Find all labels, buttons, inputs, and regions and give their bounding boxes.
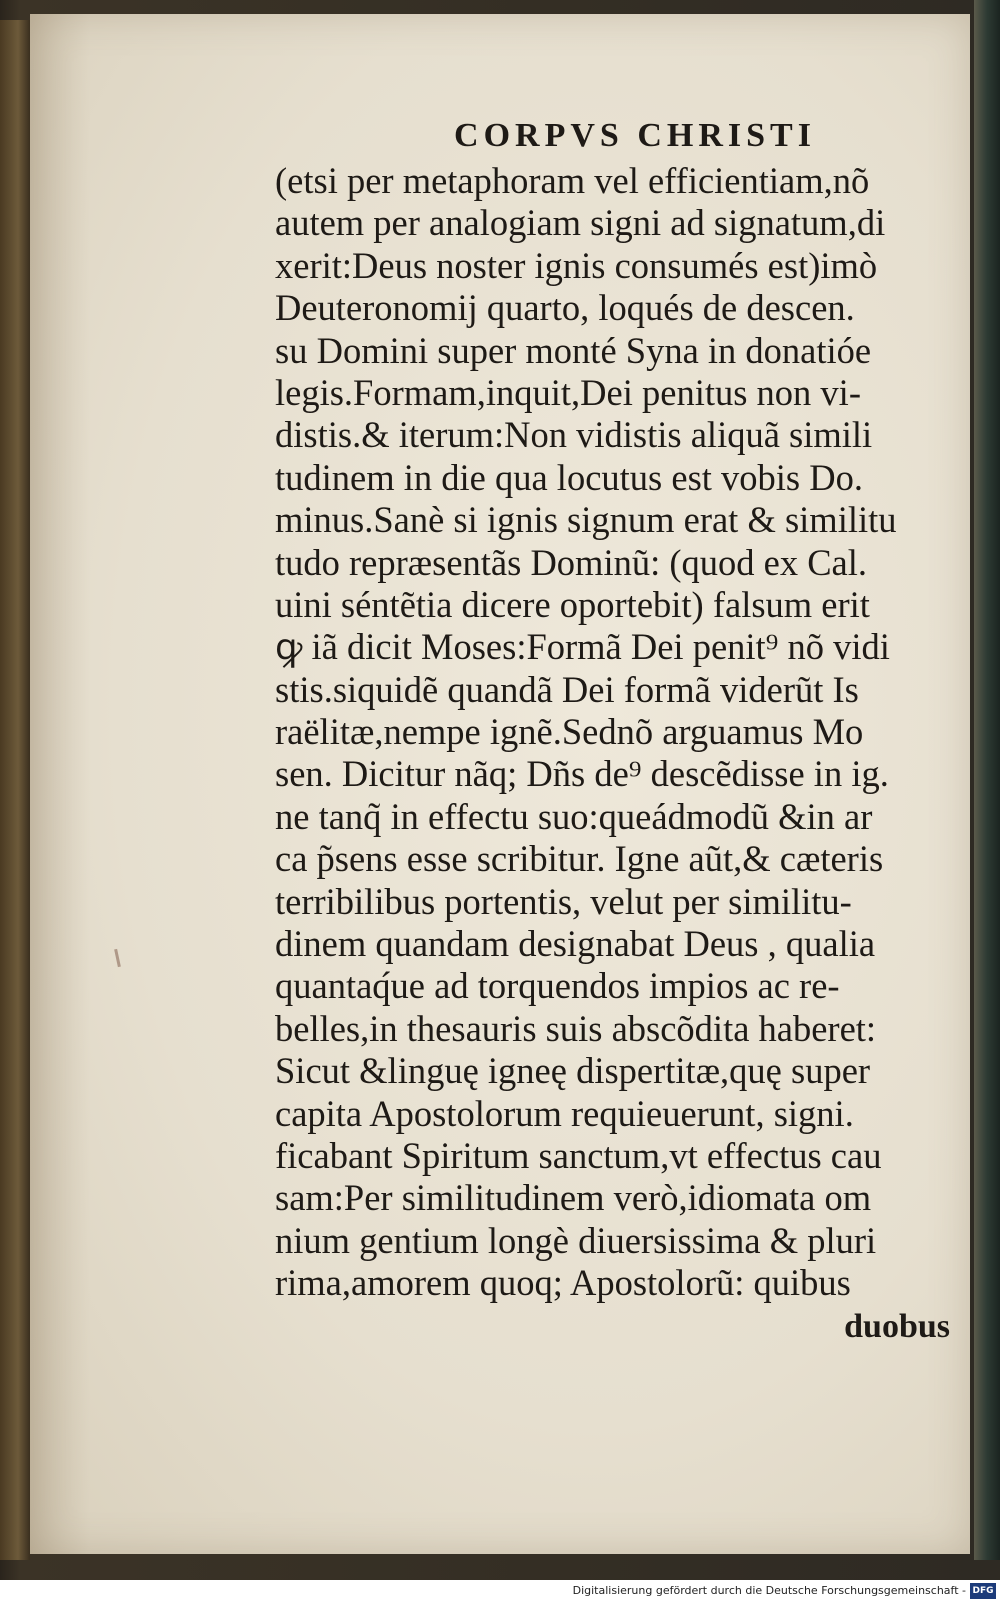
text-line: Sicut &linguę igneę dispertitæ,quę super — [275, 1050, 871, 1092]
book-page — [30, 14, 970, 1554]
text-line: capita Apostolorum requieuerunt, signi. — [275, 1092, 854, 1134]
body-text — [275, 160, 955, 1305]
text-line: Deuteronomij quarto, loqués de descen. — [275, 287, 855, 329]
text-line: raëlitæ,nempe ignẽ.Sednõ arguamus Mo — [275, 711, 864, 753]
running-head: CORPVS CHRISTI — [454, 117, 816, 154]
text-line: rima,amorem quoq; Apostolorũ: quibus — [275, 1262, 851, 1304]
text-line: ficabant Spiritum sanctum,vt effectus cau — [275, 1134, 882, 1176]
text-line: nium gentium longè diuersissima & pluri — [275, 1219, 877, 1261]
dfg-logo: DFG — [970, 1583, 996, 1599]
text-line: legis.Formam,inquit,Dei penitus non vi- — [275, 371, 861, 413]
text-line: minus.Sanè si ignis signum erat & similitu — [275, 499, 897, 541]
text-line: ne tanq̃ in effectu suo:queádmodũ &in ar — [275, 795, 873, 837]
footer-bar — [0, 1580, 1000, 1604]
funding-credit: Digitalisierung gefördert durch die Deutsche Forschungsgemeinschaft - — [572, 1584, 966, 1597]
margin-ink-mark — [114, 949, 121, 967]
catchword: duobus — [844, 1307, 950, 1345]
text-line: quantaq́ue ad torquendos impios ac re- — [275, 965, 840, 1007]
text-line: terribilibus portentis, velut per similitu- — [275, 880, 852, 922]
text-line: tudinem in die qua locutus est vobis Do. — [275, 456, 863, 498]
book-cover-edge — [974, 0, 1000, 1560]
text-line: tudo repræsentãs Dominũ: (quod ex Cal. — [275, 541, 868, 583]
text-line: sen. Dicitur nãq; Dñs de⁹ descẽdisse in ig. — [275, 753, 889, 795]
text-line: belles,in thesauris suis abscõdita haberet: — [275, 1007, 877, 1049]
gutter-shadow — [30, 14, 90, 1554]
text-line: uini séntẽtia dicere oportebit) falsum erit — [275, 583, 870, 625]
text-line: stis.siquidẽ quandã Dei formã viderũt Is — [275, 668, 859, 710]
text-line: xerit:Deus noster ignis consumés est)imò — [275, 244, 878, 286]
text-line: distis.& iterum:Non vidistis aliquã simili — [275, 414, 873, 456]
text-block — [275, 112, 955, 1349]
text-line: dinem quandam designabat Deus , qualia — [275, 923, 876, 965]
text-line: ꝙ iã dicit Moses:Formã Dei penit⁹ nõ vidi — [275, 626, 890, 668]
text-line: su Domini super monté Syna in donatióe — [275, 329, 872, 371]
text-line: sam:Per similitudinem verò,idiomata om — [275, 1177, 872, 1219]
book-binding-edge — [0, 20, 30, 1560]
text-line: (etsi per metaphoram vel efficientiam,nõ — [275, 160, 870, 201]
text-line: autem per analogiam signi ad signatum,di — [275, 202, 886, 244]
text-line: ca p̃sens esse scribitur. Igne aũt,& cæteris — [275, 838, 884, 880]
